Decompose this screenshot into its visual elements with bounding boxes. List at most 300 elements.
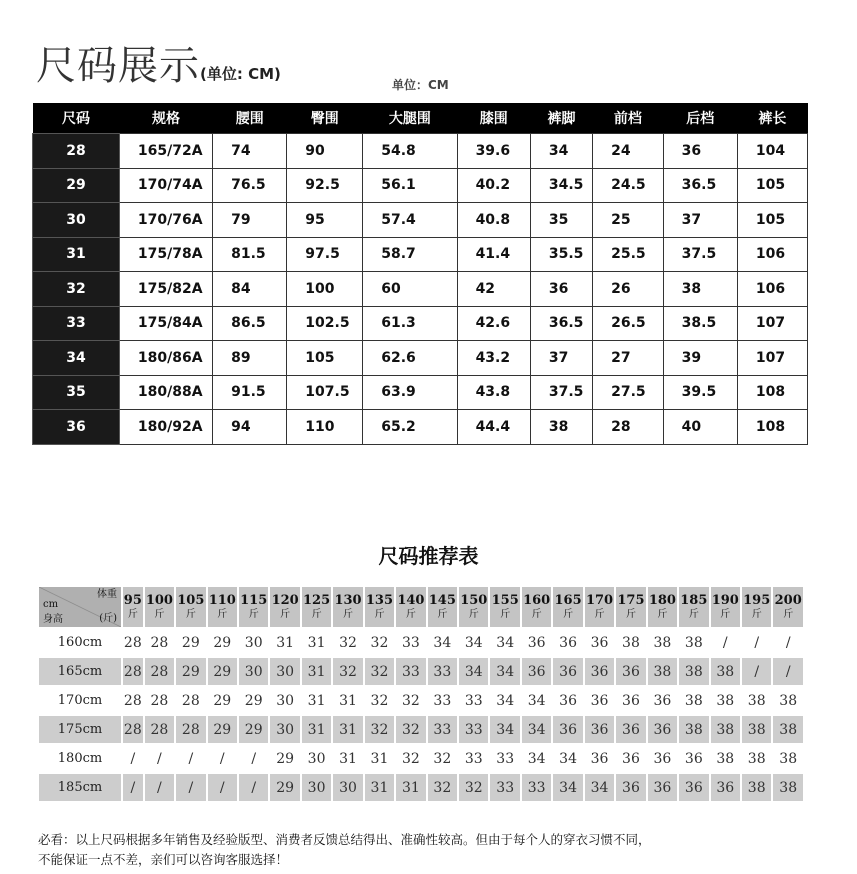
size-cell: 36 (584, 628, 615, 657)
size-cell: 30 (301, 744, 332, 773)
size-cell: 32 (332, 657, 363, 686)
weight-header: 160 斤 (521, 586, 552, 628)
recommend-table-header (38, 586, 804, 628)
size-cell: 34 (552, 744, 583, 773)
table-cell: 100 (287, 272, 363, 307)
weight-unit: 斤 (594, 608, 605, 620)
table-cell: 60 (363, 272, 457, 307)
table-row (33, 306, 808, 341)
weight-header: 105 斤 (175, 586, 206, 628)
weight-header: 140 斤 (395, 586, 426, 628)
table-row (38, 744, 804, 773)
weight-header: 125 斤 (301, 586, 332, 628)
table-cell: 175/82A (119, 272, 212, 307)
footnote-line-2: 不能保证一点不差，亲们可以咨询客服选择！ (38, 852, 289, 867)
table-cell: 170/74A (119, 168, 212, 203)
size-cell: 33 (427, 657, 458, 686)
weight-header: 150 斤 (458, 586, 489, 628)
size-cell: 33 (427, 715, 458, 744)
size-cell: 36 (678, 773, 709, 802)
column-header: 腰围 (213, 103, 287, 134)
size-cell: 34 (521, 715, 552, 744)
height-cell: 185cm (38, 773, 122, 802)
table-cell: 43.8 (457, 375, 530, 410)
weight-unit: 斤 (657, 608, 668, 620)
table-cell: 107 (737, 341, 807, 376)
table-cell: 38 (663, 272, 737, 307)
size-cell: 36 (521, 657, 552, 686)
size-cell: 29 (207, 657, 238, 686)
size-cell: 31 (364, 744, 395, 773)
table-row (33, 203, 808, 238)
size-cell: 35 (33, 375, 120, 410)
size-cell: 36 (521, 628, 552, 657)
table-cell: 25.5 (593, 237, 664, 272)
table-row (38, 773, 804, 802)
column-header: 大腿围 (363, 103, 457, 134)
weight-unit: 斤 (688, 608, 699, 620)
table-cell: 97.5 (287, 237, 363, 272)
size-cell: 36 (710, 773, 741, 802)
size-cell: 38 (741, 773, 772, 802)
size-cell: 36 (33, 410, 120, 445)
recommend-title: 尺码推荐表 (378, 544, 479, 568)
table-cell: 35 (530, 203, 592, 238)
table-cell: 89 (213, 341, 287, 376)
table-cell: 40 (663, 410, 737, 445)
size-cell: / (207, 744, 238, 773)
size-cell: 36 (647, 773, 678, 802)
size-table-header (33, 103, 808, 134)
size-cell: 28 (144, 715, 175, 744)
weight-unit: 斤 (468, 608, 479, 620)
table-cell: 36.5 (663, 168, 737, 203)
size-cell: 36 (615, 657, 646, 686)
table-cell: 110 (287, 410, 363, 445)
table-row (33, 134, 808, 169)
table-cell: 24 (593, 134, 664, 169)
weight-header: 95 斤 (122, 586, 144, 628)
column-header: 臀围 (287, 103, 363, 134)
table-row (33, 168, 808, 203)
size-cell: 29 (33, 168, 120, 203)
table-cell: 107.5 (287, 375, 363, 410)
table-cell: 76.5 (213, 168, 287, 203)
weight-unit: 斤 (437, 608, 448, 620)
unit-label: (单位: CM) (200, 65, 281, 83)
table-cell: 61.3 (363, 306, 457, 341)
weight-unit: 斤 (405, 608, 416, 620)
table-cell: 37.5 (663, 237, 737, 272)
table-cell: 40.2 (457, 168, 530, 203)
size-cell: 33 (489, 773, 520, 802)
size-cell: 29 (175, 657, 206, 686)
weight-unit: 斤 (374, 608, 385, 620)
size-cell: 30 (33, 203, 120, 238)
size-cell: 36 (647, 686, 678, 715)
table-cell: 65.2 (363, 410, 457, 445)
weight-header: 200 斤 (772, 586, 804, 628)
size-cell: 38 (678, 715, 709, 744)
table-cell: 42 (457, 272, 530, 307)
table-cell: 38.5 (663, 306, 737, 341)
size-cell: 36 (552, 628, 583, 657)
size-cell: 38 (772, 773, 804, 802)
table-cell: 105 (737, 203, 807, 238)
table-cell: 95 (287, 203, 363, 238)
size-cell: 29 (207, 686, 238, 715)
table-cell: 108 (737, 410, 807, 445)
column-header: 后档 (663, 103, 737, 134)
table-cell: 28 (593, 410, 664, 445)
table-cell: 27.5 (593, 375, 664, 410)
table-cell: 91.5 (213, 375, 287, 410)
table-cell: 86.5 (213, 306, 287, 341)
size-cell: 38 (710, 657, 741, 686)
table-cell: 57.4 (363, 203, 457, 238)
table-row (33, 272, 808, 307)
table-cell: 54.8 (363, 134, 457, 169)
size-cell: 38 (741, 686, 772, 715)
weight-header: 170 斤 (584, 586, 615, 628)
size-cell: 38 (710, 744, 741, 773)
weight-header: 190 斤 (710, 586, 741, 628)
table-cell: 81.5 (213, 237, 287, 272)
size-cell: 31 (269, 628, 300, 657)
table-cell: 27 (593, 341, 664, 376)
weight-unit: 斤 (185, 608, 196, 620)
size-cell: 32 (364, 715, 395, 744)
size-cell: 34 (584, 773, 615, 802)
table-cell: 107 (737, 306, 807, 341)
size-cell: / (175, 773, 206, 802)
size-cell: 36 (647, 744, 678, 773)
size-cell: 36 (552, 686, 583, 715)
table-row (38, 628, 804, 657)
weight-header: 120 斤 (269, 586, 300, 628)
size-cell: 33 (458, 686, 489, 715)
size-cell: / (144, 773, 175, 802)
weight-header: 180 斤 (647, 586, 678, 628)
size-cell: 31 (395, 773, 426, 802)
size-cell: 29 (238, 715, 269, 744)
table-row (38, 686, 804, 715)
table-cell: 37 (530, 341, 592, 376)
table-cell: 74 (213, 134, 287, 169)
size-cell: 32 (395, 715, 426, 744)
size-cell: 36 (584, 744, 615, 773)
size-cell: 31 (301, 628, 332, 657)
height-cell: 165cm (38, 657, 122, 686)
size-cell: 28 (175, 715, 206, 744)
size-cell: 36 (615, 773, 646, 802)
table-row (33, 341, 808, 376)
size-cell: 38 (678, 657, 709, 686)
size-cell: 30 (269, 657, 300, 686)
size-cell: 29 (175, 628, 206, 657)
table-cell: 94 (213, 410, 287, 445)
size-cell: 28 (144, 686, 175, 715)
size-cell: 38 (741, 715, 772, 744)
size-cell: 30 (301, 773, 332, 802)
table-cell: 56.1 (363, 168, 457, 203)
table-cell: 40.8 (457, 203, 530, 238)
column-header: 裤长 (737, 103, 807, 134)
title-text: 尺码展示 (36, 43, 200, 89)
weight-header: 175 斤 (615, 586, 646, 628)
size-cell: 30 (238, 657, 269, 686)
table-cell: 44.4 (457, 410, 530, 445)
size-cell: 31 (301, 657, 332, 686)
table-cell: 39.5 (663, 375, 737, 410)
size-cell: / (144, 744, 175, 773)
size-cell: 32 (427, 773, 458, 802)
size-cell: 38 (615, 628, 646, 657)
weight-unit: 斤 (154, 608, 165, 620)
weight-unit: 斤 (311, 608, 322, 620)
height-cell: 180cm (38, 744, 122, 773)
size-cell: 28 (122, 628, 144, 657)
corner-weight: 体重 (97, 589, 117, 600)
size-cell: 36 (615, 686, 646, 715)
size-cell: 38 (710, 715, 741, 744)
corner-height: 身高 (43, 614, 63, 625)
size-cell: 33 (395, 657, 426, 686)
table-row (33, 410, 808, 445)
size-cell: 29 (207, 628, 238, 657)
size-cell: 28 (122, 686, 144, 715)
weight-unit: 斤 (127, 608, 138, 620)
size-cell: 36 (678, 744, 709, 773)
size-cell: / (238, 744, 269, 773)
size-cell: / (741, 628, 772, 657)
weight-header: 110 斤 (207, 586, 238, 628)
size-cell: 34 (521, 744, 552, 773)
weight-unit: 斤 (343, 608, 354, 620)
size-cell: 32 (395, 686, 426, 715)
table-cell: 42.6 (457, 306, 530, 341)
size-cell: 34 (33, 341, 120, 376)
size-cell: 33 (33, 306, 120, 341)
size-cell: / (772, 657, 804, 686)
size-cell: 34 (427, 628, 458, 657)
size-cell: 28 (144, 657, 175, 686)
size-cell: 34 (521, 686, 552, 715)
weight-header: 155 斤 (489, 586, 520, 628)
size-cell: 32 (364, 686, 395, 715)
size-cell: / (122, 744, 144, 773)
column-header: 裤脚 (530, 103, 592, 134)
size-cell: 28 (175, 686, 206, 715)
table-cell: 41.4 (457, 237, 530, 272)
weight-unit: 斤 (500, 608, 511, 620)
weight-header: 100 斤 (144, 586, 175, 628)
size-cell: 32 (427, 744, 458, 773)
table-cell: 43.2 (457, 341, 530, 376)
table-cell: 39 (663, 341, 737, 376)
table-cell: 39.6 (457, 134, 530, 169)
size-cell: 38 (678, 628, 709, 657)
size-cell: 31 (364, 773, 395, 802)
size-cell: / (122, 773, 144, 802)
table-cell: 34 (530, 134, 592, 169)
size-table (32, 103, 808, 445)
column-header: 膝围 (457, 103, 530, 134)
size-cell: 30 (238, 628, 269, 657)
size-cell: 32 (33, 272, 120, 307)
table-cell: 170/76A (119, 203, 212, 238)
weight-unit: 斤 (280, 608, 291, 620)
size-cell: 34 (489, 715, 520, 744)
height-cell: 160cm (38, 628, 122, 657)
weight-unit: 斤 (783, 608, 794, 620)
size-cell: 38 (772, 744, 804, 773)
page-title (36, 34, 281, 91)
table-cell: 79 (213, 203, 287, 238)
table-cell: 104 (737, 134, 807, 169)
size-cell: 30 (269, 686, 300, 715)
table-cell: 92.5 (287, 168, 363, 203)
size-cell: 32 (395, 744, 426, 773)
size-cell: 31 (332, 715, 363, 744)
size-cell: 30 (332, 773, 363, 802)
table-cell: 36 (663, 134, 737, 169)
size-cell: / (207, 773, 238, 802)
table-cell: 180/92A (119, 410, 212, 445)
table-cell: 165/72A (119, 134, 212, 169)
size-cell: 38 (772, 686, 804, 715)
size-cell: 36 (552, 715, 583, 744)
size-cell: 38 (741, 744, 772, 773)
size-cell: 34 (489, 657, 520, 686)
table-cell: 106 (737, 272, 807, 307)
table-cell: 26.5 (593, 306, 664, 341)
table-cell: 58.7 (363, 237, 457, 272)
corner-header (38, 586, 122, 628)
size-cell: 36 (584, 715, 615, 744)
size-cell: / (175, 744, 206, 773)
size-cell: 34 (458, 628, 489, 657)
size-cell: 31 (332, 744, 363, 773)
column-header: 规格 (119, 103, 212, 134)
height-cell: 175cm (38, 715, 122, 744)
size-cell: / (741, 657, 772, 686)
weight-unit: 斤 (563, 608, 574, 620)
size-cell: 33 (458, 715, 489, 744)
table-cell: 105 (737, 168, 807, 203)
size-cell: 36 (584, 657, 615, 686)
size-cell: 38 (647, 657, 678, 686)
size-cell: 33 (427, 686, 458, 715)
weight-unit: 斤 (217, 608, 228, 620)
size-cell: 36 (584, 686, 615, 715)
size-cell: 34 (458, 657, 489, 686)
size-cell: 31 (301, 686, 332, 715)
table-cell: 37.5 (530, 375, 592, 410)
weight-header: 185 斤 (678, 586, 709, 628)
size-cell: 28 (122, 715, 144, 744)
size-cell: 29 (207, 715, 238, 744)
table-cell: 37 (663, 203, 737, 238)
size-cell: 34 (489, 628, 520, 657)
size-cell: 28 (122, 657, 144, 686)
size-cell: 38 (710, 686, 741, 715)
table-row (38, 657, 804, 686)
size-cell: 33 (489, 744, 520, 773)
weight-unit: 斤 (751, 608, 762, 620)
size-cell: 28 (33, 134, 120, 169)
size-cell: 34 (489, 686, 520, 715)
table-cell: 180/86A (119, 341, 212, 376)
weight-unit: 斤 (720, 608, 731, 620)
size-cell: 33 (458, 744, 489, 773)
size-cell: 31 (332, 686, 363, 715)
corner-cm: cm (43, 599, 59, 610)
table-cell: 105 (287, 341, 363, 376)
size-cell: 31 (33, 237, 120, 272)
size-cell: 33 (521, 773, 552, 802)
table-cell: 26 (593, 272, 664, 307)
size-cell: 28 (144, 628, 175, 657)
height-cell: 170cm (38, 686, 122, 715)
size-cell: 38 (772, 715, 804, 744)
size-cell: 29 (238, 686, 269, 715)
weight-header: 130 斤 (332, 586, 363, 628)
size-cell: 38 (678, 686, 709, 715)
table-cell: 63.9 (363, 375, 457, 410)
footnote (38, 830, 651, 870)
size-cell: 32 (458, 773, 489, 802)
table-cell: 25 (593, 203, 664, 238)
table-cell: 38 (530, 410, 592, 445)
column-header: 前档 (593, 103, 664, 134)
table-cell: 108 (737, 375, 807, 410)
size-cell: / (238, 773, 269, 802)
size-cell: 33 (395, 628, 426, 657)
table-row (33, 375, 808, 410)
table-row (33, 237, 808, 272)
table-cell: 36.5 (530, 306, 592, 341)
size-cell: / (710, 628, 741, 657)
size-cell: 32 (332, 628, 363, 657)
weight-unit: 斤 (248, 608, 259, 620)
table-cell: 180/88A (119, 375, 212, 410)
weight-header: 115 斤 (238, 586, 269, 628)
size-cell: 36 (615, 715, 646, 744)
weight-header: 135 斤 (364, 586, 395, 628)
table-cell: 84 (213, 272, 287, 307)
size-cell: 29 (269, 773, 300, 802)
weight-unit: 斤 (625, 608, 636, 620)
corner-jin: (斤) (99, 613, 117, 624)
table-cell: 175/78A (119, 237, 212, 272)
size-cell: 32 (364, 628, 395, 657)
size-cell: 31 (301, 715, 332, 744)
table-cell: 62.6 (363, 341, 457, 376)
weight-header: 165 斤 (552, 586, 583, 628)
size-cell: 36 (615, 744, 646, 773)
size-cell: 29 (269, 744, 300, 773)
table-cell: 175/84A (119, 306, 212, 341)
size-cell: / (772, 628, 804, 657)
table-cell: 35.5 (530, 237, 592, 272)
size-cell: 34 (552, 773, 583, 802)
size-cell: 36 (552, 657, 583, 686)
unit-label-secondary: 单位：CM (392, 78, 449, 92)
table-row (38, 715, 804, 744)
size-cell: 30 (269, 715, 300, 744)
table-cell: 106 (737, 237, 807, 272)
